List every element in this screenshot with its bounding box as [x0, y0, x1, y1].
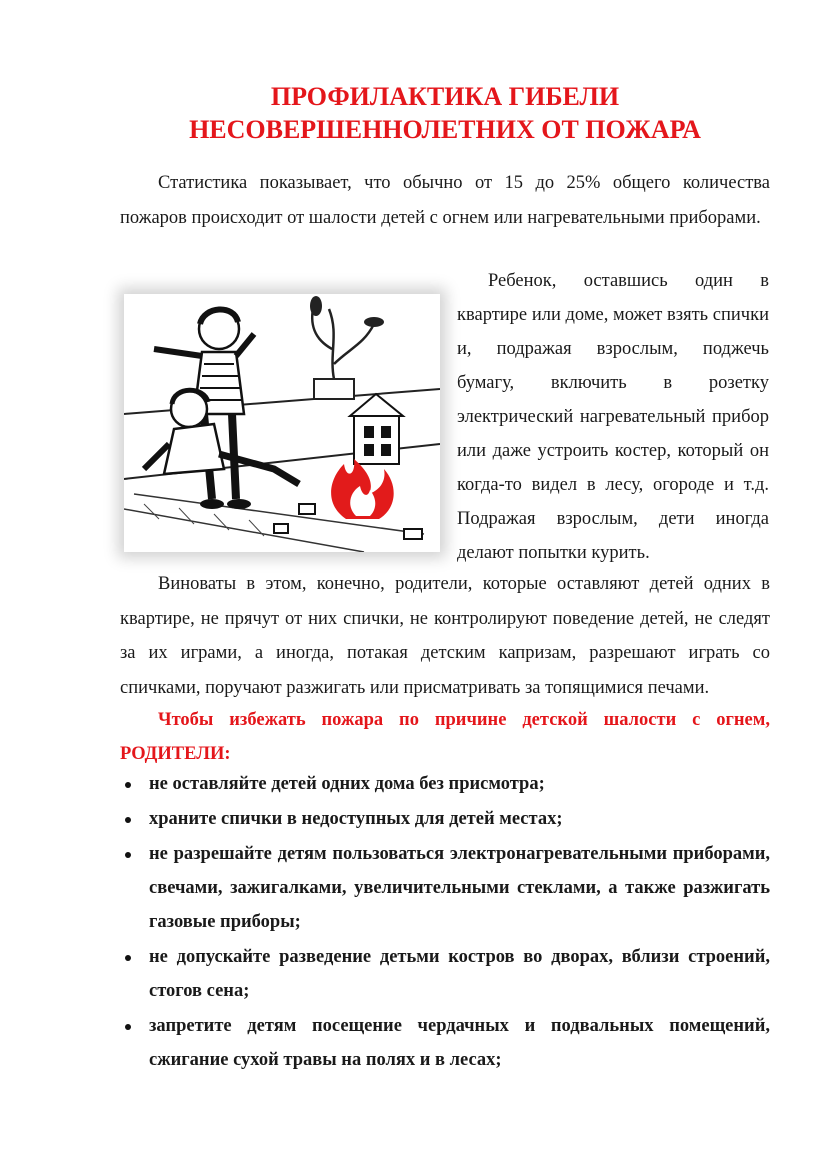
rule-text: не допускайте разведение детьми костров во дворах, вблизи строений, стогов сена;: [149, 947, 770, 1001]
page-title: [120, 80, 770, 146]
list-item: [120, 940, 770, 1008]
children-playing-with-fire-illustration: [124, 294, 440, 552]
rule-text: не оставляйте детей одних дома без присмотра;: [149, 774, 545, 794]
title-line-1: ПРОФИЛАКТИКА ГИБЕЛИ: [270, 82, 620, 111]
list-item: [120, 802, 770, 836]
rule-text: запретите детям посещение чердачных и подвальных помещений, сжигание сухой травы на полях и в лесах;: [149, 1016, 770, 1070]
bullet-icon: [125, 782, 131, 788]
intro-paragraph: Статистика показывает, что обычно от 15 до 25% общего количества пожаров происходит от шалости детей с огнем или нагревательными приборами.: [120, 173, 770, 228]
bullet-icon: [125, 955, 131, 961]
blame-paragraph: Виноваты в этом, конечно, родители, которые оставляют детей одних в квартире, не прячут от них спички, не контролируют поведение детей, не следят за их играми, а иногда, потакая детским капризам, разрешают играть со спичками, поручают разжигать или присматривать за топящимися печами.: [120, 574, 770, 698]
list-item: [120, 767, 770, 801]
safety-rules-list: [120, 767, 770, 1078]
bullet-icon: [125, 817, 131, 823]
list-item: [120, 837, 770, 939]
parents-warning-heading: Чтобы избежать пожара по причине детской шалости с огнем, РОДИТЕЛИ:: [120, 710, 770, 764]
rule-text: храните спички в недоступных для детей местах;: [149, 809, 563, 829]
title-line-2: НЕСОВЕРШЕННОЛЕТНИХ ОТ ПОЖАРА: [189, 115, 701, 144]
rule-text: не разрешайте детям пользоваться электронагревательными приборами, свечами, зажигалками, увеличительными стеклами, а также разжигать газовые приборы;: [149, 844, 770, 932]
bullet-icon: [125, 852, 131, 858]
image-side-paragraph: Ребенок, оставшись один в квартире или доме, может взять спички и, подражая взрослым, поджечь бумагу, включить в розетку электрический нагревательный прибор или даже устроить костер, который он когда-то видел в лесу, огороде и т.д. Подражая взрослым, дети иногда делают попытки курить.: [457, 271, 769, 563]
bullet-icon: [125, 1024, 131, 1030]
list-item: [120, 1009, 770, 1077]
